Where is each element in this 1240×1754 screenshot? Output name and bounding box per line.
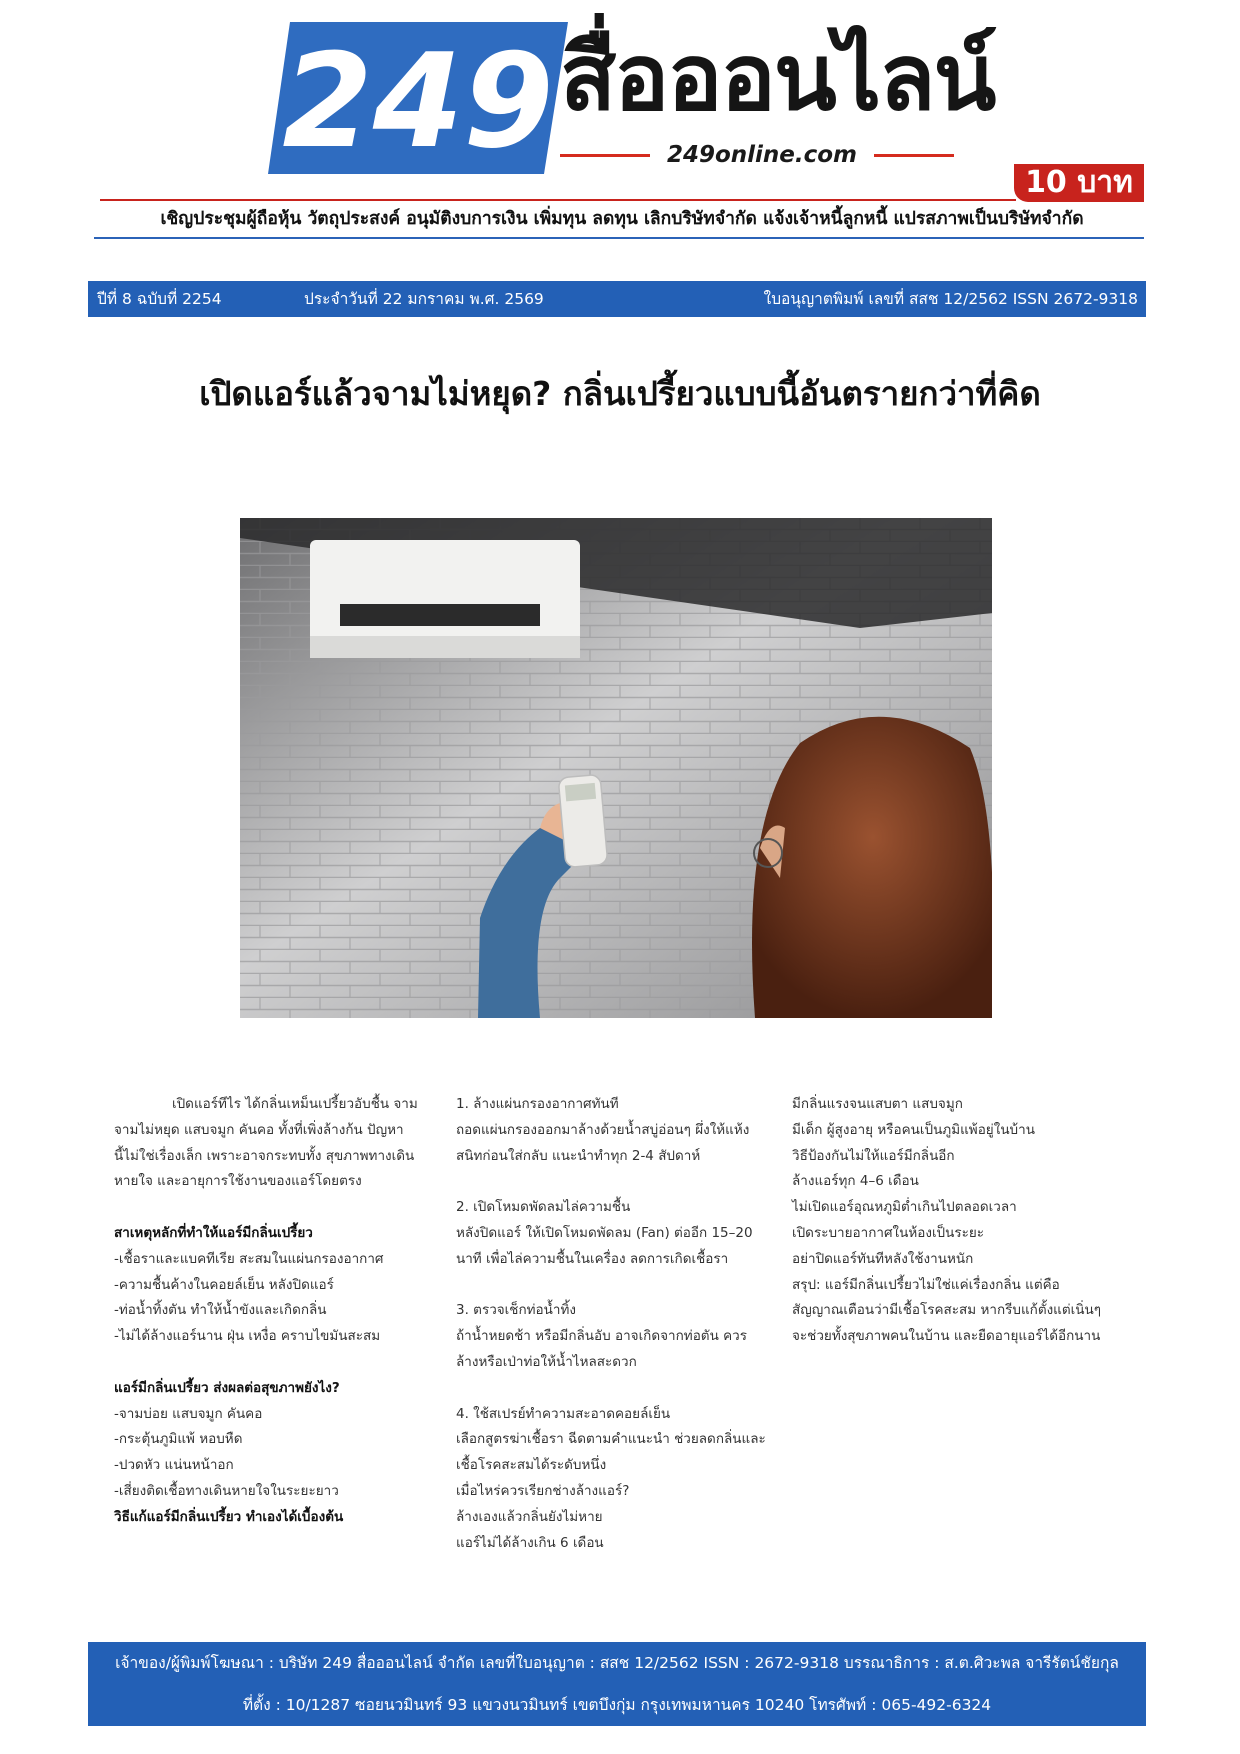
site-url-block: [560, 142, 960, 172]
url-rule-left: [560, 154, 650, 157]
masthead-red-rule: [100, 199, 1016, 201]
intro-line: จามไม่หยุด แสบจมูก คันคอ ทั้งที่เพิ่งล้างก้น ปัญหา: [114, 1121, 404, 1138]
list-item: -เชื้อราและแบคทีเรีย สะสมในแผ่นกรองอากาศ: [114, 1250, 384, 1267]
issue-number: ปีที่ 8 ฉบับที่ 2254: [97, 290, 222, 308]
services-tagline: เชิญประชุมผู้ถือหุ้น วัตถุประสงค์ อนุมัติงบการเงิน เพิ่มทุน ลดทุน เลิกบริษัทจำกัด แจ้งเจ้าหนี้ลูกหนี้ แปรสภาพเป็นบริษัทจำกัด: [160, 209, 1084, 229]
logo-thai-wordmark: สื่อออนไลน์: [560, 24, 995, 131]
list-item: -กระตุ้นภูมิแพ้ หอบหืด: [114, 1431, 243, 1448]
intro-line: หายใจ และอายุการใช้งานของแอร์โดยตรง: [114, 1173, 362, 1190]
list-item: -จามบ่อย แสบจมูก คันคอ: [114, 1405, 263, 1422]
step-text: ถ้าน้ำหยดช้า หรือมีกลิ่นอับ อาจเกิดจากท่อตัน ควร: [456, 1328, 747, 1345]
price-tag: 10 บาท: [1014, 164, 1144, 202]
step-text: ล้างเองแล้วกลิ่นยังไม่หาย: [456, 1508, 603, 1525]
text-line: เปิดระบายอากาศในห้องเป็นระยะ: [792, 1224, 985, 1241]
text-line: ไม่เปิดแอร์อุณหภูมิต่ำเกินไปตลอดเวลา: [792, 1199, 1017, 1216]
step-text: ถอดแผ่นกรองออกมาล้างด้วยน้ำสบู่อ่อนๆ ผึ่งให้แห้ง: [456, 1121, 750, 1138]
step-title: 3. ตรวจเช็กท่อน้ำทิ้ง: [456, 1302, 576, 1319]
logo-249: [268, 18, 568, 178]
publisher-footer: [88, 1642, 1146, 1726]
issue-bar: [88, 281, 1146, 317]
footer-publisher: เจ้าของ/ผู้พิมพ์โฆษณา : บริษัท 249 สื่อออนไลน์ จำกัด เลขที่ใบอนุญาต : สสช 12/2562 ISSN : 2672-9318 บรรณาธิการ : ส.ต.ศิวะพล จารีรัตน์ชัยกุล: [115, 1654, 1119, 1672]
issue-date: ประจำวันที่ 22 มกราคม พ.ศ. 2569: [304, 290, 544, 308]
step-title: 2. เปิดโหมดพัดลมไล่ความชื้น: [456, 1199, 631, 1216]
text-line: สรุป: แอร์มีกลิ่นเปรี้ยวไม่ใช่แค่เรื่องกลิ่น แต่คือ: [792, 1276, 1060, 1293]
text-line: อย่าปิดแอร์ทันทีหลังใช้งานหนัก: [792, 1250, 974, 1267]
site-url: 249online.com: [666, 142, 858, 168]
intro-line: นี้ไม่ใช่เรื่องเล็ก เพราะอาจกระทบทั้ง สุขภาพทางเดิน: [114, 1147, 415, 1164]
step-text: นาที เพื่อไล่ความชื้นในเครื่อง ลดการเกิดเชื้อรา: [456, 1250, 729, 1267]
section-heading-health: แอร์มีกลิ่นเปรี้ยว ส่งผลต่อสุขภาพยังไง?: [114, 1379, 340, 1396]
step-text: ล้างหรือเป่าท่อให้น้ำไหลสะดวก: [456, 1353, 637, 1370]
intro-line: เปิดแอร์ทีไร ได้กลิ่นเหม็นเปรี้ยวอับชื้น จาม: [172, 1096, 418, 1112]
text-line: จะช่วยทั้งสุขภาพคนในบ้าน และยืดอายุแอร์ได้อีกนาน: [792, 1328, 1101, 1345]
step-text: เชื้อโรคสะสมได้ระดับหนึ่ง: [456, 1457, 607, 1474]
step-text: สนิทก่อนใส่กลับ แนะนำทำทุก 2-4 สัปดาห์: [456, 1147, 701, 1164]
text-line: วิธีป้องกันไม่ให้แอร์มีกลิ่นอีก: [792, 1147, 955, 1164]
step-text: แอร์ไม่ได้ล้างเกิน 6 เดือน: [456, 1534, 604, 1551]
step-text: เลือกสูตรฆ่าเชื้อรา ฉีดตามคำแนะนำ ช่วยลดกลิ่นและ: [456, 1431, 766, 1448]
section-heading-fix: วิธีแก้แอร์มีกลิ่นเปรี้ยว ทำเองได้เบื้องต้น: [114, 1508, 344, 1525]
text-line: มีกลิ่นแรงจนแสบตา แสบจมูก: [792, 1096, 963, 1112]
masthead-blue-rule: [94, 237, 1144, 239]
article-photo: [240, 518, 992, 1018]
list-item: -ท่อน้ำทิ้งตัน ทำให้น้ำขังและเกิดกลิ่น: [114, 1302, 327, 1319]
url-rule-right: [874, 154, 954, 157]
list-item: -ปวดหัว แน่นหน้าอก: [114, 1457, 234, 1474]
article-headline: เปิดแอร์แล้วจามไม่หยุด? กลิ่นเปรี้ยวแบบนี้อันตรายกว่าที่คิด: [199, 374, 1041, 413]
section-heading-causes: สาเหตุหลักที่ทำให้แอร์มีกลิ่นเปรี้ยว: [114, 1224, 313, 1241]
logo-number: 249: [282, 25, 554, 177]
footer-address: ที่ตั้ง : 10/1287 ซอยนวมินทร์ 93 แขวงนวมินทร์ เขตบึงกุ่ม กรุงเทพมหานคร 10240 โทรศัพท์ : 065-492-6324: [242, 1696, 992, 1714]
article-column-1: [114, 1092, 418, 1531]
step-text: หลังปิดแอร์ ให้เปิดโหมดพัดลม (Fan) ต่ออีก 15–20: [456, 1224, 753, 1241]
list-item: -ไม่ได้ล้างแอร์นาน ฝุ่น เหงื่อ คราบไขมันสะสม: [114, 1328, 381, 1345]
article-column-2: [456, 1092, 786, 1556]
step-title: 4. ใช้สเปรย์ทำความสะอาดคอยล์เย็น: [456, 1405, 671, 1422]
step-text: เมื่อไหร่ควรเรียกช่างล้างแอร์?: [456, 1482, 630, 1499]
list-item: -ความชื้นค้างในคอยล์เย็น หลังปิดแอร์: [114, 1276, 334, 1293]
step-title: 1. ล้างแผ่นกรองอากาศทันที: [456, 1096, 619, 1112]
air-conditioner-unit: [310, 540, 580, 658]
article-column-3: [792, 1092, 1132, 1350]
text-line: ล้างแอร์ทุก 4–6 เดือน: [792, 1173, 919, 1190]
text-line: มีเด็ก ผู้สูงอายุ หรือคนเป็นภูมิแพ้อยู่ในบ้าน: [792, 1121, 1035, 1138]
list-item: -เสี่ยงติดเชื้อทางเดินหายใจในระยะยาว: [114, 1482, 339, 1499]
print-license: ใบอนุญาตพิมพ์ เลขที่ สสช 12/2562 ISSN 2672-9318: [763, 290, 1138, 308]
text-line: สัญญาณเตือนว่ามีเชื้อโรคสะสม หากรีบแก้ตั้งแต่เนิ่นๆ: [792, 1302, 1101, 1319]
